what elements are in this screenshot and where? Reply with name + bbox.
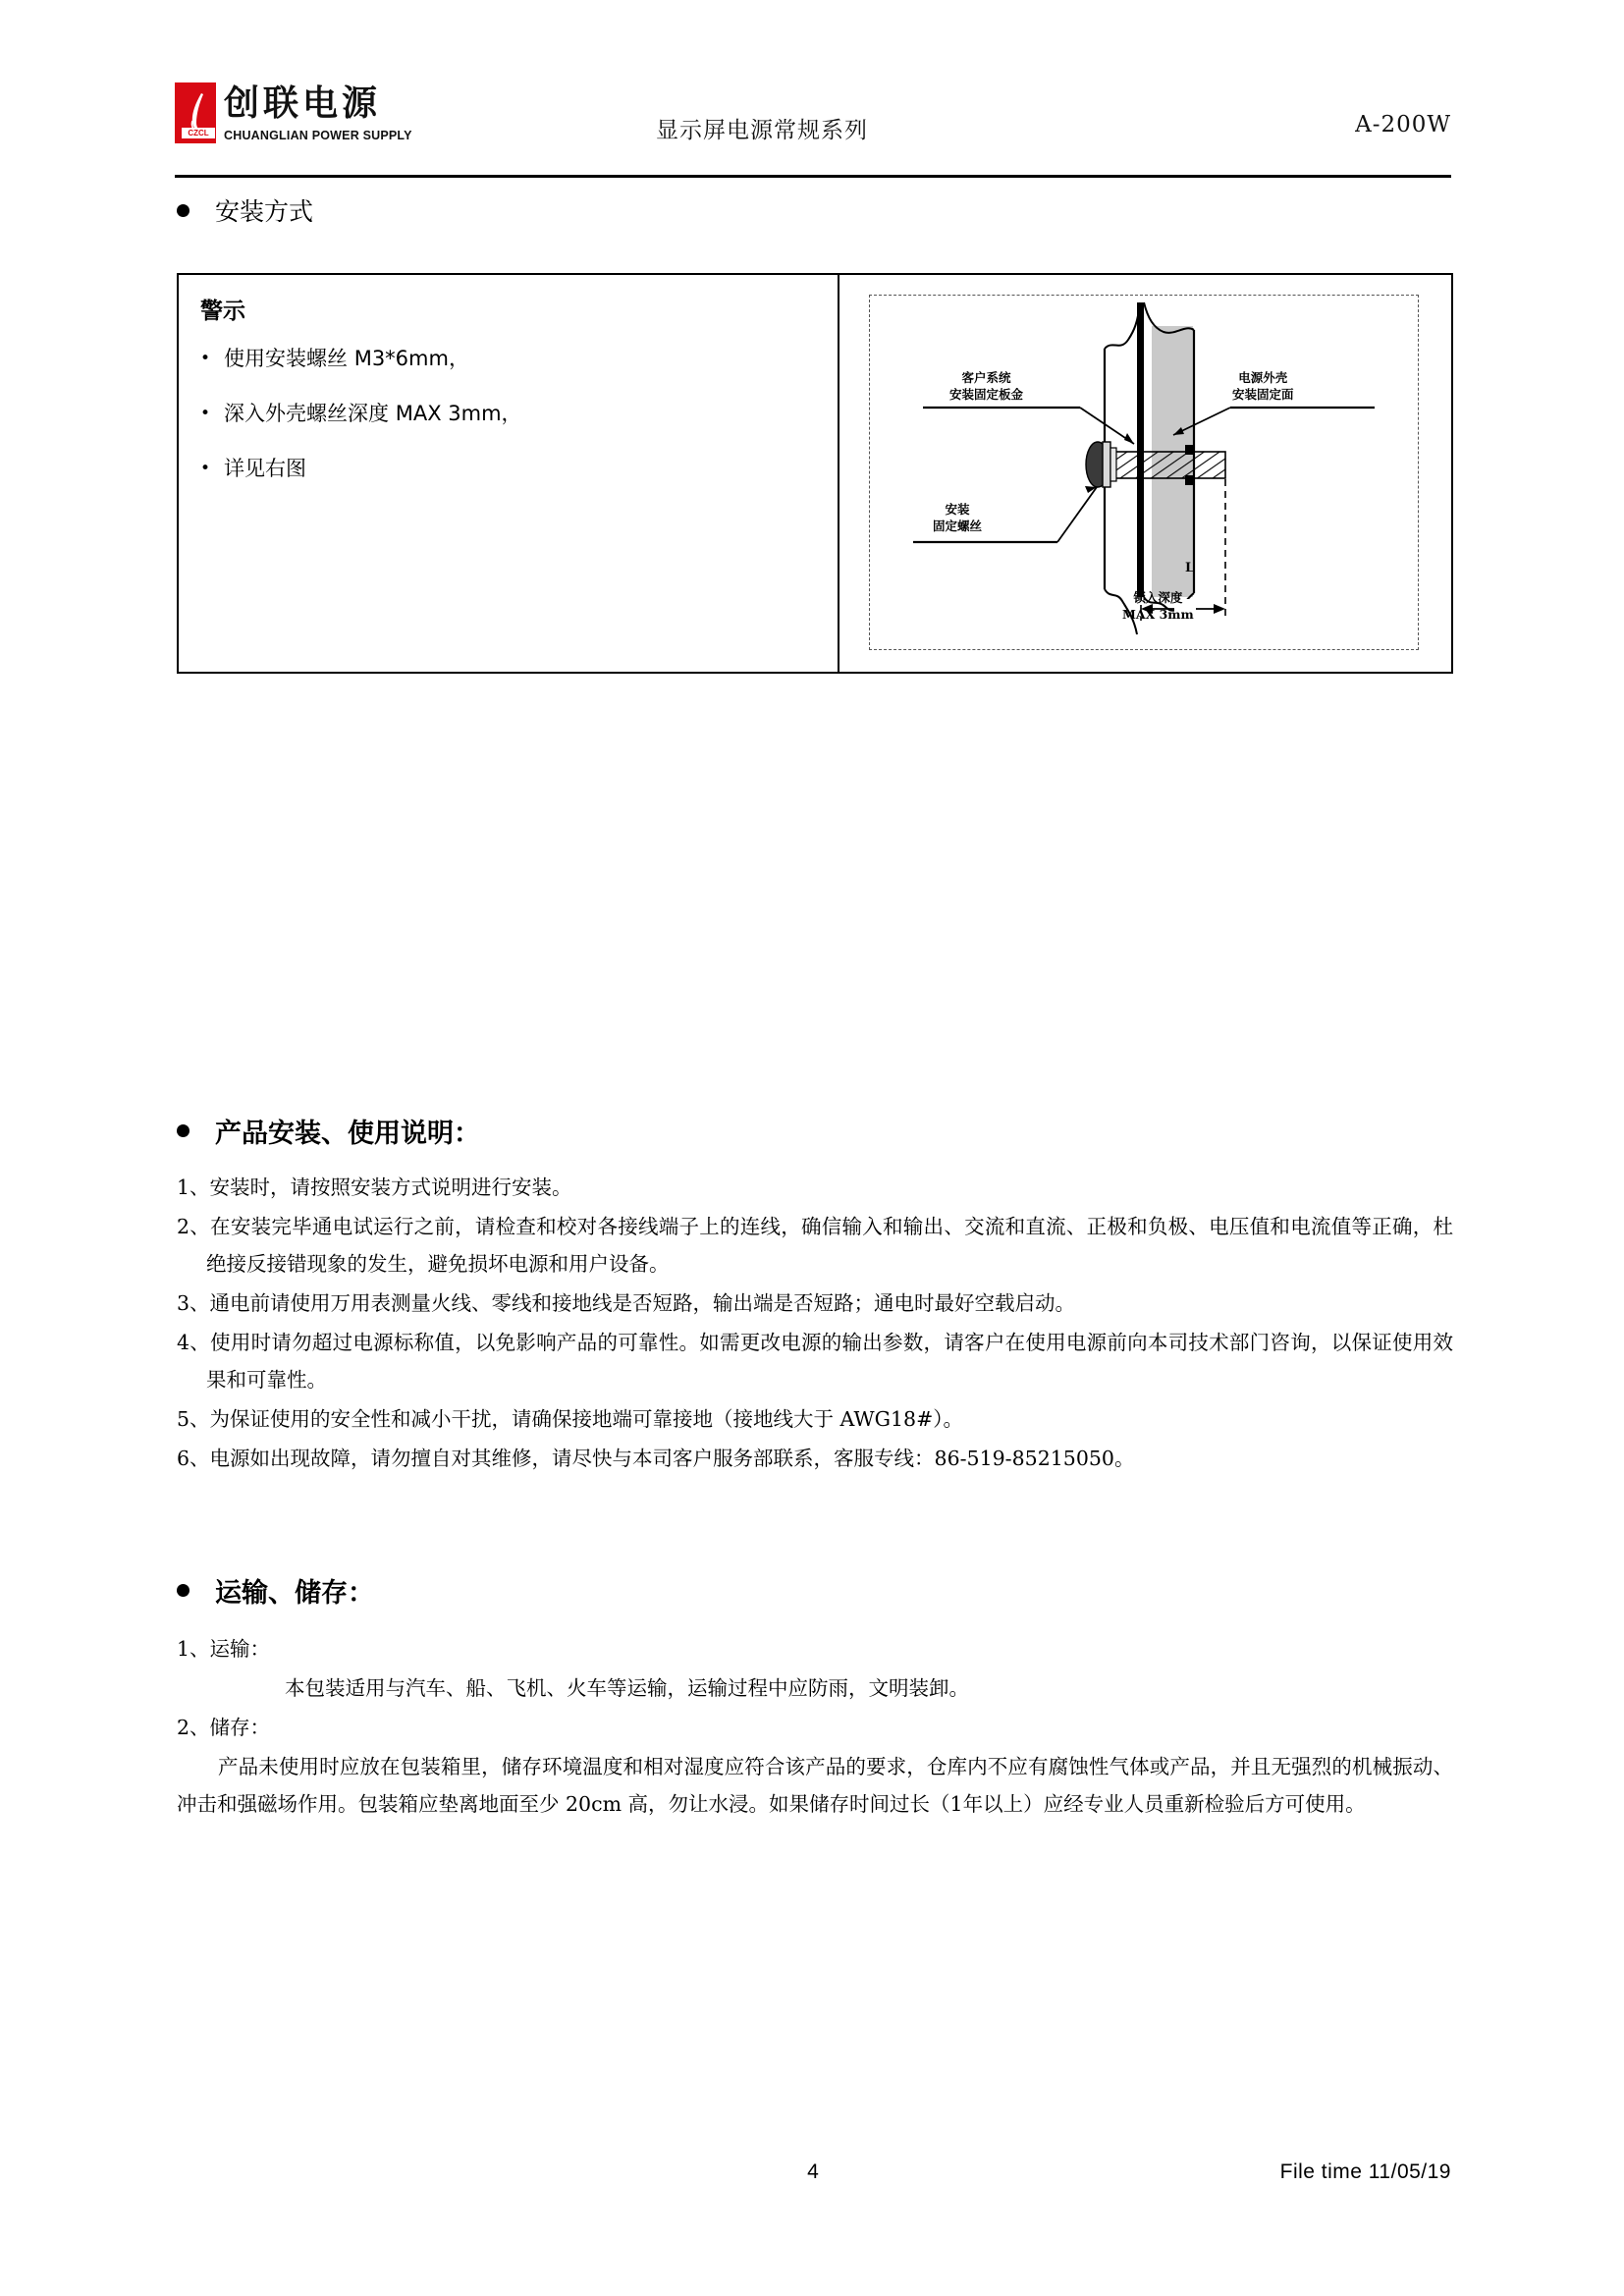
install-instruction-item: 5、为保证使用的安全性和减小干扰，请确保接地端可靠接地（接地线大于 AWG18#）。 [177,1407,963,1431]
diagram-label-screw-line2: 固定螺丝 [933,519,983,533]
diagram-label-depth-line2: MAX 3mm [1122,607,1194,622]
warning-item-text: 详见右图 [224,457,307,480]
diagram-label-depth-line1: 锁入深度 [1133,590,1183,605]
warning-bullet-list [200,346,799,511]
bullet-icon: • [200,459,211,478]
page-footer [175,2160,1451,2200]
screw-washer [1103,442,1110,487]
diagram-label-customer-plate [949,369,1023,403]
header-divider-rule [175,175,1451,178]
customer-sheet-metal [1137,302,1144,597]
bullet-dot-icon [177,1584,189,1597]
bullet-dot-icon [177,204,189,217]
bullet-icon: • [200,404,211,423]
section-title-transport-storage: 运输、储存： [215,1578,374,1609]
diagram-label-customer-line2: 安装固定板金 [949,387,1024,402]
leader-arrow-screw [1057,487,1097,542]
transport-storage-content [177,1630,1453,1825]
diagram-label-shell-line2: 安装固定面 [1232,387,1294,402]
transport-heading: 1、运输： [177,1637,271,1661]
logo-chinese-name: 创联电源 [224,83,382,124]
header-series-title: 显示屏电源常规系列 [656,118,868,143]
shell-mount-block-bottom [1185,475,1195,485]
warning-item-text: 深入外壳螺丝深度 MAX 3mm， [224,402,522,425]
shell-mount-block-top [1185,445,1195,455]
section-heading-transport-storage [177,1571,374,1610]
section-title-product-install: 产品安装、使用说明： [215,1119,480,1149]
install-instruction-item: 6、电源如出现故障，请勿擅自对其维修，请尽快与本司客户服务部联系，客服专线：86-519-85215050。 [177,1447,1135,1470]
transport-body: 本包装适用与汽车、船、飞机、火车等运输，运输过程中应防雨，文明装卸。 [285,1676,969,1700]
diagram-dimension-label-L: L [1185,561,1195,575]
logo-english-name: CHUANGLIAN POWER SUPPLY [224,129,412,142]
dim-arrowhead-right [1214,604,1225,614]
screw-thread-shaft [1115,452,1225,478]
page-header [175,79,1451,159]
storage-body: 产品未使用时应放在包装箱里，储存环境温度和相对湿度应符合该产品的要求，仓库内不应有腐蚀性气体或产品，并且无强烈的机械振动、冲击和强磁场作用。包装箱应垫离地面至少 20cm 高，勿让水浸。如果储存时间过长（1年以上）应经专业人员重新检验后方可使用。 [177,1755,1453,1816]
section-heading-product-install [177,1112,480,1150]
diagram-label-power-shell [1232,369,1294,403]
warning-list-item [200,456,799,481]
logo-mark-icon [175,82,216,143]
company-logo [175,82,420,153]
header-model-number: A-200W [1355,112,1451,137]
warning-list-item [200,346,799,371]
install-instruction-item: 1、安装时，请按照安装方式说明进行安装。 [177,1175,572,1199]
install-instruction-item: 4、使用时请勿超过电源标称值，以免影响产品的可靠性。如需更改电源的输出参数，请客户在使用电源前向本司技术部门咨询，以保证使用效果和可靠性。 [177,1331,1453,1392]
install-instruction-item: 3、通电前请使用万用表测量火线、零线和接地线是否短路，输出端是否短路；通电时最好空载启动。 [177,1291,1076,1315]
diagram-label-shell-line1: 电源外壳 [1238,370,1288,385]
warning-list-item [200,401,799,426]
footer-file-time: File time 11/05/19 [1279,2160,1451,2183]
diagram-label-screw-line1: 安装 [945,502,970,517]
warning-title: 警示 [200,299,245,324]
diagram-label-lock-depth [1122,589,1194,623]
warning-item-text: 使用安装螺丝 M3*6mm， [224,347,469,370]
diagram-label-customer-line1: 客户系统 [961,370,1011,385]
bullet-icon: • [200,349,211,368]
section-heading-install-method [177,192,313,228]
diagram-label-mounting-screw [933,501,982,534]
warning-diagram-box [177,273,1453,674]
mounting-diagram [839,275,1453,672]
break-line-top-left [1105,302,1140,349]
bullet-dot-icon [177,1124,189,1137]
logo-badge-text: CZCL [182,128,215,138]
storage-heading: 2、储存： [177,1716,271,1739]
footer-page-number: 4 [807,2160,819,2183]
arrowhead-customer [1124,433,1134,444]
section-title-install-method: 安装方式 [215,197,314,226]
install-instruction-list [177,1169,1453,1479]
screw-flange [1110,448,1116,481]
install-instruction-item: 2、在安装完毕通电试运行之前，请检查和校对各接线端子上的连线，确信输入和输出、交流和直流、正极和负极、电压值和电流值等正确，杜绝接反接错现象的发生，避免损坏电源和用户设备。 [177,1215,1453,1276]
